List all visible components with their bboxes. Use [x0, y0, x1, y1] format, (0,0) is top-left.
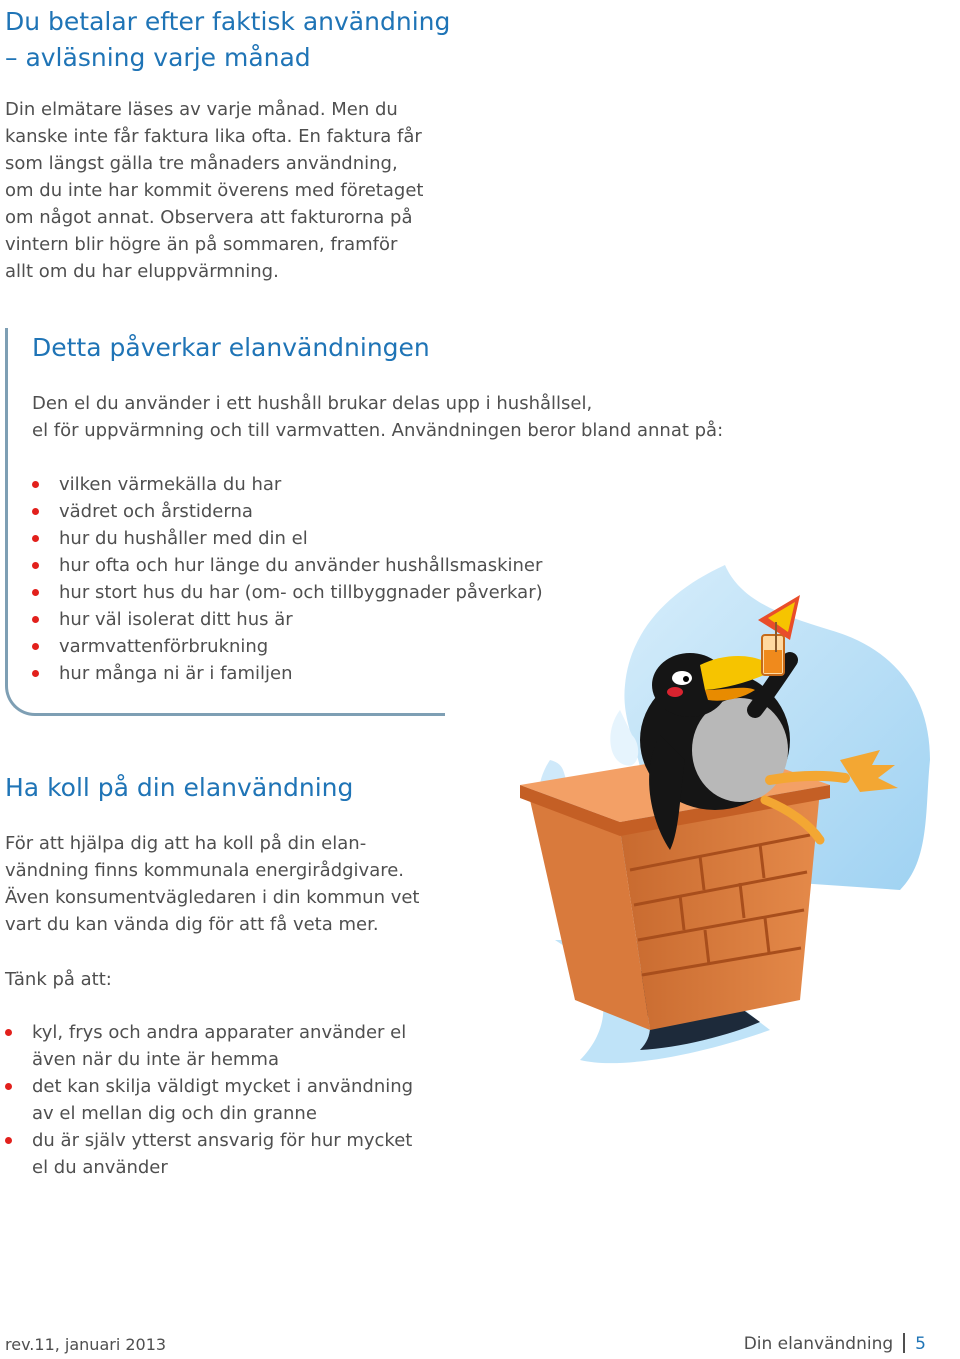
factors-heading: Detta påverkar elanvändningen — [32, 333, 430, 362]
control-line: vart du kan vända dig för att få veta mer. — [5, 914, 379, 935]
list-item — [5, 1127, 413, 1181]
intro-line: om något annat. Observera att fakturorna på — [5, 207, 413, 228]
intro-line: allt om du har eluppvärmning. — [5, 261, 279, 282]
intro-paragraph — [5, 96, 445, 285]
think-label: Tänk på att: — [5, 969, 112, 990]
page-heading-line-1: Du betalar efter faktisk användning — [5, 7, 451, 36]
factors-paragraph — [32, 390, 723, 444]
tip-line: det kan skilja väldigt mycket i användning — [32, 1076, 414, 1097]
page-heading — [5, 4, 450, 76]
control-line: vändning finns kommunala energirådgivare. — [5, 860, 405, 881]
intro-line: vintern blir högre än på sommaren, framför — [5, 234, 398, 255]
tip-line: du är själv ytterst ansvarig för hur mycket — [32, 1130, 413, 1151]
intro-line: om du inte har kommit överens med företaget — [5, 180, 424, 201]
page-heading-line-2: – avläsning varje månad — [5, 43, 311, 72]
factors-line: el för uppvärmning och till varmvatten. Användningen beror bland annat på: — [32, 420, 724, 441]
list-item: hur ofta och hur länge du använder hushållsmaskiner — [32, 552, 543, 579]
list-item: hur många ni är i familjen — [32, 660, 543, 687]
list-item: varmvattenförbrukning — [32, 633, 543, 660]
drink-liquid — [764, 650, 782, 673]
tip-line: även när du inte är hemma — [32, 1049, 279, 1070]
control-line: Även konsumentvägledaren i din kommun vet — [5, 887, 420, 908]
list-item — [5, 1073, 413, 1127]
tip-line: av el mellan dig och din granne — [32, 1103, 317, 1124]
footer-title: Din elanvändning — [743, 1334, 894, 1354]
intro-line: kanske inte får faktura lika ofta. En faktura får — [5, 126, 422, 147]
tip-line: kyl, frys och andra apparater använder el — [32, 1022, 407, 1043]
footer-divider — [903, 1333, 905, 1353]
tips-list — [5, 1019, 413, 1181]
intro-line: som längst gälla tre månaders användning, — [5, 153, 398, 174]
penguin-on-chimney-icon — [500, 560, 930, 1080]
list-item — [5, 1019, 413, 1073]
page-number: 5 — [915, 1334, 926, 1354]
penguin-cheek — [667, 687, 683, 697]
control-paragraph — [5, 830, 420, 938]
list-item: hur du hushåller med din el — [32, 525, 543, 552]
intro-line: Din elmätare läses av varje månad. Men du — [5, 99, 398, 120]
list-item: vilken värmekälla du har — [32, 471, 543, 498]
tip-line: el du använder — [32, 1157, 168, 1178]
factors-list — [32, 471, 543, 687]
list-item: vädret och årstiderna — [32, 498, 543, 525]
control-line: För att hjälpa dig att ha koll på din elan- — [5, 833, 367, 854]
control-heading: Ha koll på din elanvändning — [5, 773, 354, 802]
list-item: hur väl isolerat ditt hus är — [32, 606, 543, 633]
factors-line: Den el du använder i ett hushåll brukar delas upp i hushållsel, — [32, 393, 593, 414]
footer-revision: rev.11, januari 2013 — [5, 1335, 167, 1354]
list-item: hur stort hus du har (om- och tillbyggnader påverkar) — [32, 579, 543, 606]
penguin-leg — [770, 776, 845, 780]
penguin-pupil — [683, 676, 689, 682]
footer-page-info — [744, 1332, 926, 1356]
penguin-eye — [672, 671, 692, 685]
